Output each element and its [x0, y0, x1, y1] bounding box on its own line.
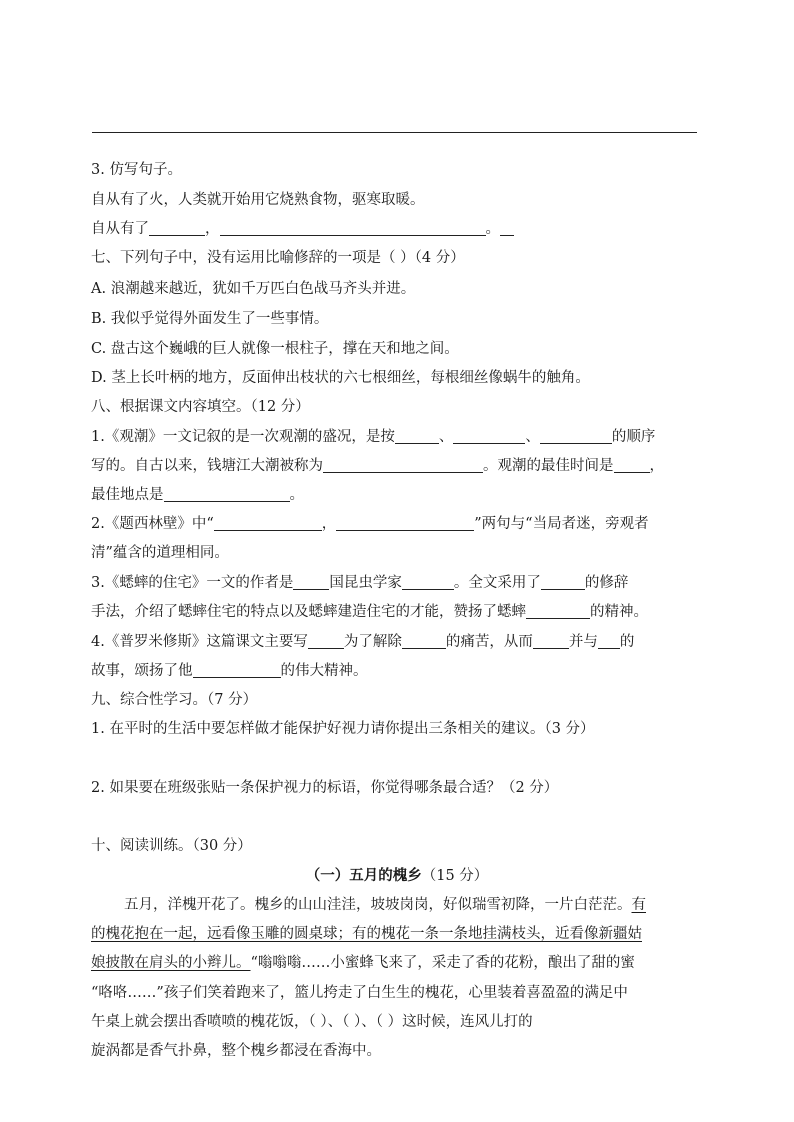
q8-item2-line2: 清”蕴含的道理相同。 — [91, 545, 229, 561]
text: 1.《观潮》一文记叙的是一次观潮的盛况，是按 — [91, 429, 395, 445]
blank[interactable] — [193, 661, 281, 678]
underlined-text: 娘披散在肩头的小辫儿。 — [91, 955, 251, 971]
q7-option-a: A. 浪潮越来越近，犹如千万匹白色战马齐头并进。 — [91, 281, 416, 297]
blank[interactable] — [323, 456, 483, 473]
passage-line-2 — [91, 924, 711, 944]
blank[interactable] — [614, 456, 650, 473]
text: 3.《蟋蟀的住宅》一文的作者是 — [91, 575, 294, 591]
q8-item1-line1 — [91, 427, 711, 447]
passage-line-4: “咯咯……”孩子们笑着跑来了，篮儿挎走了白生生的槐花，心里装着喜盈盈的满足中 — [91, 985, 628, 1001]
q8-item3-line2 — [91, 602, 711, 622]
text: 故事，颂扬了他 — [91, 663, 193, 679]
blank[interactable] — [533, 632, 569, 649]
text: ， — [321, 516, 337, 532]
blank[interactable] — [308, 632, 344, 649]
underlined-text: 的槐花抱在一起，远看像玉雕的圆桌球；有的槐花一条一条地挂满枝头，近看像新疆姑 — [91, 926, 642, 942]
blank[interactable] — [453, 427, 525, 444]
q7-option-b: B. 我似乎觉得外面发生了一些事情。 — [91, 311, 329, 327]
blank[interactable] — [402, 632, 446, 649]
text: 、 — [525, 429, 540, 445]
blank[interactable] — [402, 573, 454, 590]
passage-score: （15 分） — [421, 868, 489, 884]
text: 2.《题西林壁》中“ — [91, 516, 214, 532]
prompt-start: 自从有了 — [91, 221, 149, 237]
text: 、 — [438, 429, 454, 445]
text: ， — [649, 458, 664, 474]
q8-item1-line2 — [91, 456, 711, 476]
blank[interactable] — [164, 485, 290, 502]
text: 。全文采用了 — [453, 575, 541, 591]
text: “嗡嗡嗡……小蜜蜂飞来了，采走了香的花粉，酿出了甜的蜜 — [250, 955, 635, 971]
text: 最佳地点是 — [91, 487, 164, 503]
blank[interactable] — [526, 602, 590, 619]
q8-item4-line1 — [91, 632, 711, 652]
text: 的顺序 — [611, 429, 656, 445]
q9-heading: 九、综合性学习。（7 分） — [91, 692, 258, 708]
text: ”两句与“当局者迷，旁观者 — [474, 516, 649, 532]
q6-3-example: 自从有了火，人类就开始用它烧熟食物，驱寒取暖。 — [91, 192, 425, 208]
text: 的精神。 — [590, 604, 648, 620]
blank[interactable] — [395, 427, 439, 444]
q8-heading: 八、根据课文内容填空。（12 分） — [91, 399, 310, 415]
text: 手法，介绍了蟋蟀住宅的特点以及蟋蟀建造住宅的才能，赞扬了蟋蟀 — [91, 604, 526, 620]
blank[interactable] — [336, 514, 474, 531]
text: 的伟大精神。 — [280, 663, 368, 679]
prompt-comma: ， — [205, 221, 220, 237]
passage-line-6: 旋涡都是香气扑鼻，整个槐乡都浸在香海中。 — [91, 1043, 381, 1059]
blank[interactable] — [540, 427, 612, 444]
passage-line-3 — [91, 953, 711, 973]
blank[interactable] — [500, 219, 514, 236]
passage-title — [0, 866, 794, 886]
q10-heading: 十、阅读训练。（30 分） — [91, 838, 252, 854]
text: 的 — [619, 634, 635, 650]
q7-option-d: D. 茎上长叶柄的地方，反面伸出枝状的六七根细丝，每根细丝像蜗牛的触角。 — [91, 370, 590, 386]
passage-title-text: （一）五月的槐乡 — [305, 868, 422, 884]
underlined-text: 有 — [631, 897, 646, 913]
q7-option-c: C. 盘古这个巍峨的巨人就像一根柱子，撑在天和地之间。 — [91, 341, 459, 357]
text: 为了解除 — [343, 634, 402, 650]
answer-line — [92, 132, 697, 133]
q9-item1: 1. 在平时的生活中要怎样做才能保护好视力请你提出三条相关的建议。（3 分） — [91, 721, 595, 737]
text: 的修辞 — [584, 575, 629, 591]
q8-item1-line3 — [91, 485, 711, 505]
q8-item4-line2 — [91, 661, 711, 681]
q9-item2: 2. 如果要在班级张贴一条保护视力的标语，你觉得哪条最合适？（2 分） — [91, 780, 559, 796]
q8-item2-line1 — [91, 514, 711, 534]
text: 国昆虫学家 — [329, 575, 402, 591]
passage-line-5: 午桌上就会摆出香喷喷的槐花饭，（ ）、（ ）、（ ）这时候，连风儿打的 — [91, 1014, 533, 1030]
text: 的痛苦，从而 — [445, 634, 533, 650]
text: 写的。自古以来，钱塘江大潮被称为 — [91, 458, 323, 474]
blank[interactable] — [293, 573, 329, 590]
q7-heading: 七、下列句子中，没有运用比喻修辞的一项是（ ）（4 分） — [91, 250, 465, 266]
blank[interactable] — [149, 219, 205, 236]
text: 并与 — [568, 634, 598, 650]
blank[interactable] — [214, 514, 322, 531]
blank[interactable] — [220, 219, 486, 236]
text: 五月，洋槐开花了。槐乡的山山洼洼，坡坡岗岗，好似瑞雪初降，一片白茫茫。 — [124, 897, 632, 913]
passage-line-1 — [124, 895, 744, 915]
prompt-end: 。 — [485, 221, 500, 237]
q8-item3-line1 — [91, 573, 711, 593]
text: 。观潮的最佳时间是 — [483, 458, 614, 474]
q6-3-heading: 3. 仿写句子。 — [91, 162, 182, 178]
text: 4.《普罗米修斯》这篇课文主要写 — [91, 634, 308, 650]
blank[interactable] — [598, 632, 620, 649]
blank[interactable] — [541, 573, 585, 590]
text: 。 — [289, 487, 304, 503]
q6-3-prompt — [91, 219, 711, 239]
